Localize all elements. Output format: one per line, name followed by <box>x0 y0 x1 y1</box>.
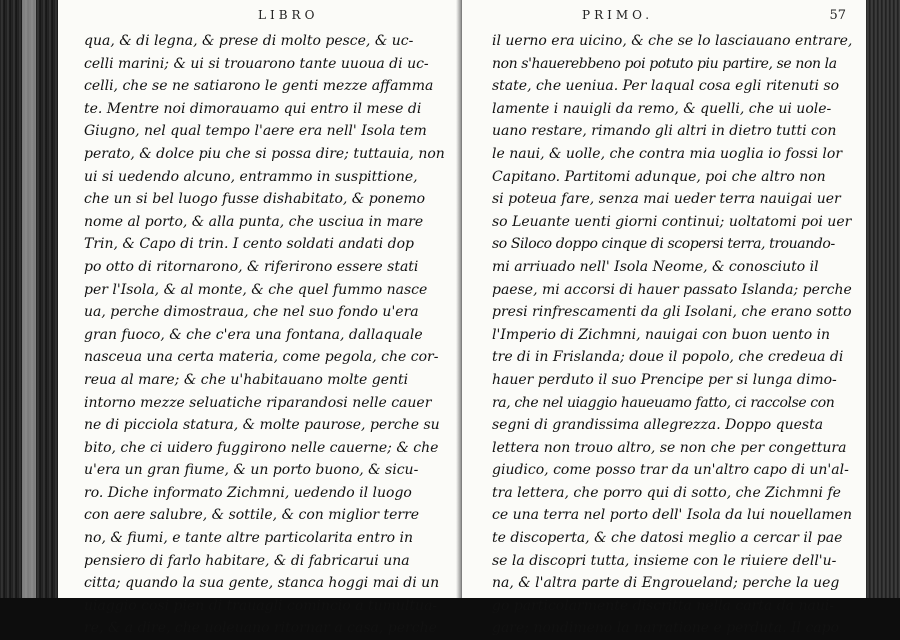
text-line: so Siloco doppo cinque di scopersi terra, trouando- <box>492 236 835 253</box>
text-line: non s'hauerebbeno poi potuto piu partire, se non la <box>492 55 837 72</box>
text-line: no, & fiumi, e tante altre particolarita entro in <box>84 530 414 547</box>
text-line: celli, che se ne satiarono le genti mezze affamma <box>84 78 434 95</box>
text-line: paese, mi accorsi di hauer passato Islanda; perche <box>492 281 852 298</box>
text-line: re, & a dire, che uoleuano ritornar a casa, perche <box>84 620 437 637</box>
text-line: Giugno, nel qual tempo l'aere era nell' Isola tem <box>84 123 427 140</box>
text-line: per l'Isola, & al monte, & che quel fummo nasce <box>84 281 428 298</box>
text-line: ne di picciola statura, & molte paurose, perche su <box>84 417 440 434</box>
text-line: presi rinfrescamenti da gli Isolani, che erano sotto <box>492 304 852 321</box>
text-line: segni di grandissima allegrezza. Doppo questa <box>492 417 824 434</box>
left-page-text <box>84 30 456 640</box>
text-line: nasceua una certa materia, come pegola, che cor- <box>84 349 439 366</box>
page-number: 57 <box>829 8 846 23</box>
text-line: bito, che ci uidero fuggirono nelle cauerne; & che <box>84 439 439 456</box>
text-line: pensiero di farlo habitare, & di fabricarui una <box>84 552 410 569</box>
text-line: state, che ueniua. Per laqual cosa egli ritenuti so <box>492 78 840 95</box>
text-line: reua al mare; & che u'habitauano molte genti <box>84 371 409 388</box>
book-edge-right <box>866 0 900 598</box>
text-line: uiaggio cosi pien di trauagli comincio a tumultua- <box>84 597 438 614</box>
right-running-head: PRIMO. <box>582 8 654 22</box>
page-edges <box>22 0 36 598</box>
text-line: perato, & dolce piu che si possa dire; tuttauia, non <box>84 145 445 162</box>
text-line: Capitano. Partitomi adunque, poi che altro non <box>492 168 826 185</box>
text-line: lettera non trouo altro, se non che per congettura <box>492 439 847 456</box>
text-line: Trin, & Capo di trin. I cento soldati andati dop <box>84 236 414 253</box>
text-line: u'era un gran fiume, & un porto buono, & sicu- <box>84 462 419 479</box>
text-line: tra lettera, che porro qui di sotto, che Zichmni fe <box>492 484 841 501</box>
text-line: celli marini; & ui si trouarono tante uuoua di uc- <box>84 55 429 72</box>
left-running-head: LIBRO <box>258 8 319 22</box>
text-line: il uerno era uicino, & che se lo lasciauano entrare, <box>492 33 853 49</box>
text-line: tre di in Frislanda; doue il popolo, che credeua di <box>492 349 844 366</box>
text-line: ua, perche dimostraua, che nel suo fondo u'era <box>84 304 419 321</box>
text-line: citta; quando la sua gente, stanca hoggi mai di un <box>84 575 440 592</box>
book-edge-left <box>0 0 58 598</box>
text-line: lamente i nauigli da remo, & quelli, che ui uole- <box>492 100 832 117</box>
left-page <box>58 0 460 637</box>
text-line: go particolarmente discritta nella carta da naui- <box>492 597 835 614</box>
text-line: na, & l'altra parte di Engroueland; perche la ueg <box>492 575 840 592</box>
text-line: mi arriuado nell' Isola Neome, & conosciuto il <box>492 258 819 275</box>
text-line: ro. Diche informato Zichmni, uedendo il luogo <box>84 484 412 501</box>
right-page-text <box>492 30 854 640</box>
text-line: ra, che nel uiaggio haueuamo fatto, ci raccolse con <box>492 394 835 411</box>
text-line: so Leuante uenti giorni continui; uoltatomi poi uer <box>492 213 852 230</box>
text-line: si poteua fare, senza mai ueder terra nauigai uer <box>492 191 841 208</box>
text-line: te. Mentre noi dimorauamo qui entro il mese di <box>84 100 422 117</box>
text-line: gare; nondimeno la narratione e perduta. Il capo <box>492 620 840 637</box>
text-line: giudico, come posso trar da un'altro capo di un'al- <box>492 462 849 479</box>
text-line: ui si uedendo alcuno, entrammo in suspittione, <box>84 168 418 185</box>
text-line: po otto di ritornarono, & riferirono essere stati <box>84 258 419 275</box>
text-line: qua, & di legna, & prese di molto pesce, & uc- <box>84 33 414 49</box>
text-line: gran fuoco, & che c'era una fontana, dallaquale <box>84 326 423 343</box>
text-line: l'Imperio di Zichmni, nauigai con buon uento in <box>492 326 831 343</box>
text-line: se la discopri tutta, insieme con le riuiere dell'u- <box>492 552 837 569</box>
text-line: te discoperta, & che datosi meglio a cercar il pae <box>492 530 843 547</box>
right-page <box>462 0 866 637</box>
text-line: con aere salubre, & sottile, & con miglior terre <box>84 507 420 524</box>
text-line: che un si bel luogo fusse dishabitato, & ponemo <box>84 191 426 208</box>
text-line: le naui, & uolle, che contra mia uoglia io fossi lor <box>492 145 843 162</box>
text-line: nome al porto, & alla punta, che usciua in mare <box>84 213 424 230</box>
text-line: uano restare, rimando gli altri in dietro tutti con <box>492 123 837 140</box>
text-line: ce una terra nel porto dell' Isola da lui nouellamen <box>492 507 853 524</box>
text-line: hauer perduto il suo Prencipe per si lunga dimo- <box>492 371 837 388</box>
text-line: intorno mezze seluatiche riparandosi nelle cauer <box>84 394 432 411</box>
